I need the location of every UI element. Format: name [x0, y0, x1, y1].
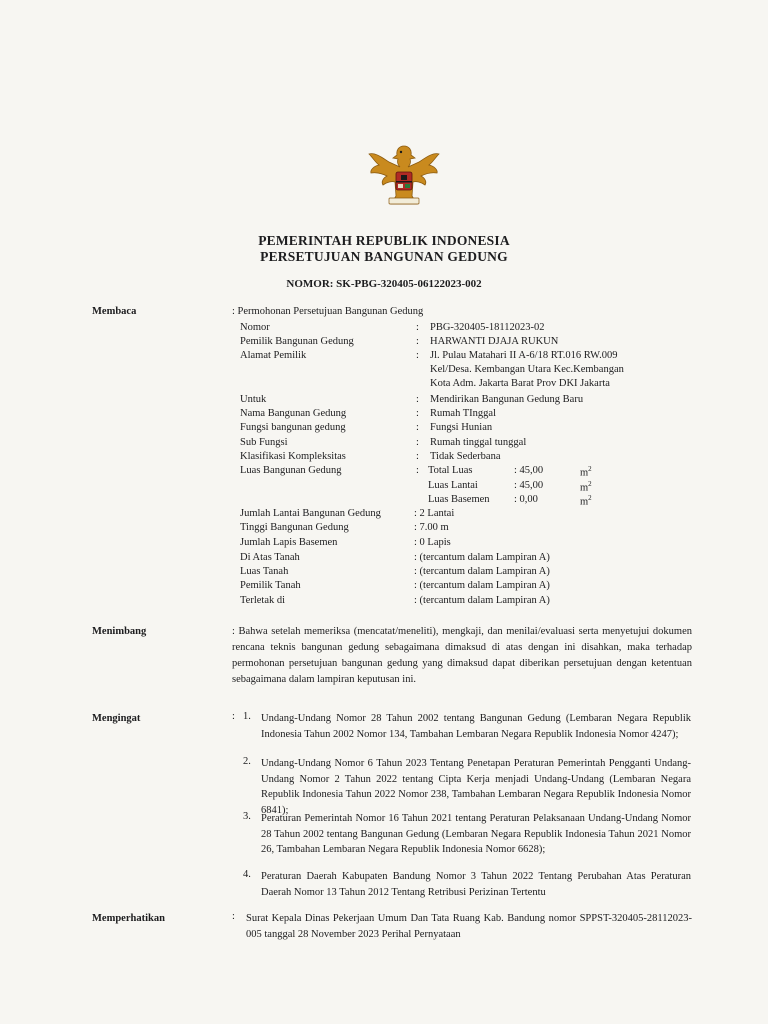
section-label-membaca: Membaca — [92, 306, 137, 317]
field-label: Untuk — [240, 394, 267, 405]
field-value: : (tercantum dalam Lampiran A) — [414, 580, 550, 591]
field-value: PBG-320405-18112023-02 — [430, 322, 545, 333]
colon: : — [416, 350, 419, 361]
colon: : — [416, 437, 419, 448]
membaca-intro: : Permohonan Persetujuan Bangunan Gedung — [232, 306, 424, 317]
list-number: 4. — [243, 869, 251, 880]
luas-unit: $m^2$ — [580, 465, 592, 479]
field-label: Jumlah Lantai Bangunan Gedung — [240, 508, 381, 519]
document-title: PERSETUJUAN BANGUNAN GEDUNG — [260, 249, 508, 264]
colon: : — [416, 451, 419, 462]
field-value: Rumah tinggal tunggal — [430, 437, 527, 448]
colon: : — [232, 711, 235, 722]
section-label-memperhatikan: Memperhatikan — [92, 913, 165, 924]
field-value: Tidak Sederbana — [430, 451, 501, 462]
field-label: Di Atas Tanah — [240, 552, 300, 563]
section-label-mengingat: Mengingat — [92, 713, 141, 724]
list-number: 2. — [243, 756, 251, 767]
field-label: Pemilik Tanah — [240, 580, 301, 591]
field-value: : 7.00 m — [414, 522, 449, 533]
field-value: Jl. Pulau Matahari II A-6/18 RT.016 RW.009 — [430, 350, 618, 361]
field-value: : (tercantum dalam Lampiran A) — [414, 566, 550, 577]
government-title: PEMERINTAH REPUBLIK INDONESIA — [258, 233, 510, 248]
field-label: Fungsi bangunan gedung — [240, 422, 346, 433]
colon: : — [416, 408, 419, 419]
field-label: Pemilik Bangunan Gedung — [240, 336, 354, 347]
field-value: : (tercantum dalam Lampiran A) — [414, 595, 550, 606]
list-item: Peraturan Pemerintah Nomor 16 Tahun 2021 tentang Peraturan Pelaksanaan Undang-Undang Nomor 28 Tahun 2002 tentang Bangunan Gedung (Lembaran Negara Republik Indonesia Tahun 2021 Nomor 26, Tambahan Lembaran Negara Republik Indonesia Nomor 6628); — [261, 813, 691, 855]
colon: : — [416, 322, 419, 333]
menimbang-text: : Bahwa setelah memeriksa (mencatat/meneliti), mengkaji, dan menilai/evaluasi serta menyetujui dokumen rencana teknis bangunan gedung sebagaimana dimaksud di atas dengan ini disahkan, maka terhadap permohonan persetujuan bangunan gedung yang dimaksud dapat diberikan persetujuan dengan ketentuan sebagaimana dalam lampiran keputusan ini. — [232, 626, 692, 685]
field-label: Jumlah Lapis Basemen — [240, 537, 338, 548]
field-label: Sub Fungsi — [240, 437, 288, 448]
colon: : — [416, 394, 419, 405]
section-label-menimbang: Menimbang — [92, 626, 147, 637]
field-value: : (tercantum dalam Lampiran A) — [414, 552, 550, 563]
field-value: Mendirikan Bangunan Gedung Baru — [430, 394, 584, 405]
field-label: Tinggi Bangunan Gedung — [240, 522, 349, 533]
luas-value: : 45,00 — [514, 480, 544, 491]
document-number: NOMOR: SK-PBG-320405-06122023-002 — [286, 278, 482, 290]
field-label: Klasifikasi Kompleksitas — [240, 451, 346, 462]
field-value: Kota Adm. Jakarta Barat Prov DKI Jakarta — [430, 378, 610, 389]
field-label: Nomor — [240, 322, 270, 333]
field-value: : 0 Lapis — [414, 537, 451, 548]
list-item: Undang-Undang Nomor 28 Tahun 2002 tentang Bangunan Gedung (Lembaran Negara Republik Indonesia Tahun 2002 Nomor 134, Tambahan Lembaran Negara Republik Indonesia Nomor 4247); — [261, 713, 691, 740]
memperhatikan-text: Surat Kepala Dinas Pekerjaan Umum Dan Tata Ruang Kab. Bandung nomor SPPST-320405-28112023-005 tanggal 28 November 2023 Perihal Pernyataan — [246, 913, 692, 940]
field-label: Nama Bangunan Gedung — [240, 408, 347, 419]
luas-value: : 45,00 — [514, 465, 544, 476]
field-label: Luas Bangunan Gedung — [240, 465, 342, 476]
list-item: Peraturan Daerah Kabupaten Bandung Nomor 3 Tahun 2022 Tentang Perubahan Atas Peraturan Daerah Nomor 13 Tahun 2012 Tentang Retribusi Perizinan Tertentu — [261, 871, 691, 898]
luas-unit: $m^2$ — [580, 480, 592, 494]
luas-name: Total Luas — [428, 465, 473, 476]
luas-name: Luas Basemen — [428, 494, 490, 505]
garuda-emblem — [365, 140, 443, 210]
field-label: Luas Tanah — [240, 566, 289, 577]
luas-unit: $m^2$ — [580, 494, 592, 508]
field-label: Terletak di — [240, 595, 286, 606]
luas-value: : 0,00 — [514, 494, 538, 505]
colon: : — [416, 465, 419, 476]
field-value: HARWANTI DJAJA RUKUN — [430, 336, 559, 347]
field-label: Alamat Pemilik — [240, 350, 307, 361]
luas-name: Luas Lantai — [428, 480, 478, 491]
field-value: Rumah TInggal — [430, 408, 497, 419]
field-value: Kel/Desa. Kembangan Utara Kec.Kembangan — [430, 364, 624, 375]
colon: : — [416, 336, 419, 347]
list-number: 3. — [243, 811, 251, 822]
list-item: Undang-Undang Nomor 6 Tahun 2023 Tentang Penetapan Peraturan Pemerintah Pengganti Undang-Undang Nomor 2 Tahun 2022 tentang Cipta Kerja menjadi Undang-Undang (Lembaran Negara Republik Indonesia Tahun 2022 Nomor 238, Tambahan Lembaran Negara Republik Indonesia Nomor 6841); — [261, 758, 691, 816]
colon: : — [232, 911, 235, 922]
colon: : — [416, 422, 419, 433]
field-value: Fungsi Hunian — [430, 422, 493, 433]
list-number: 1. — [243, 711, 251, 722]
field-value: : 2 Lantai — [414, 508, 455, 519]
